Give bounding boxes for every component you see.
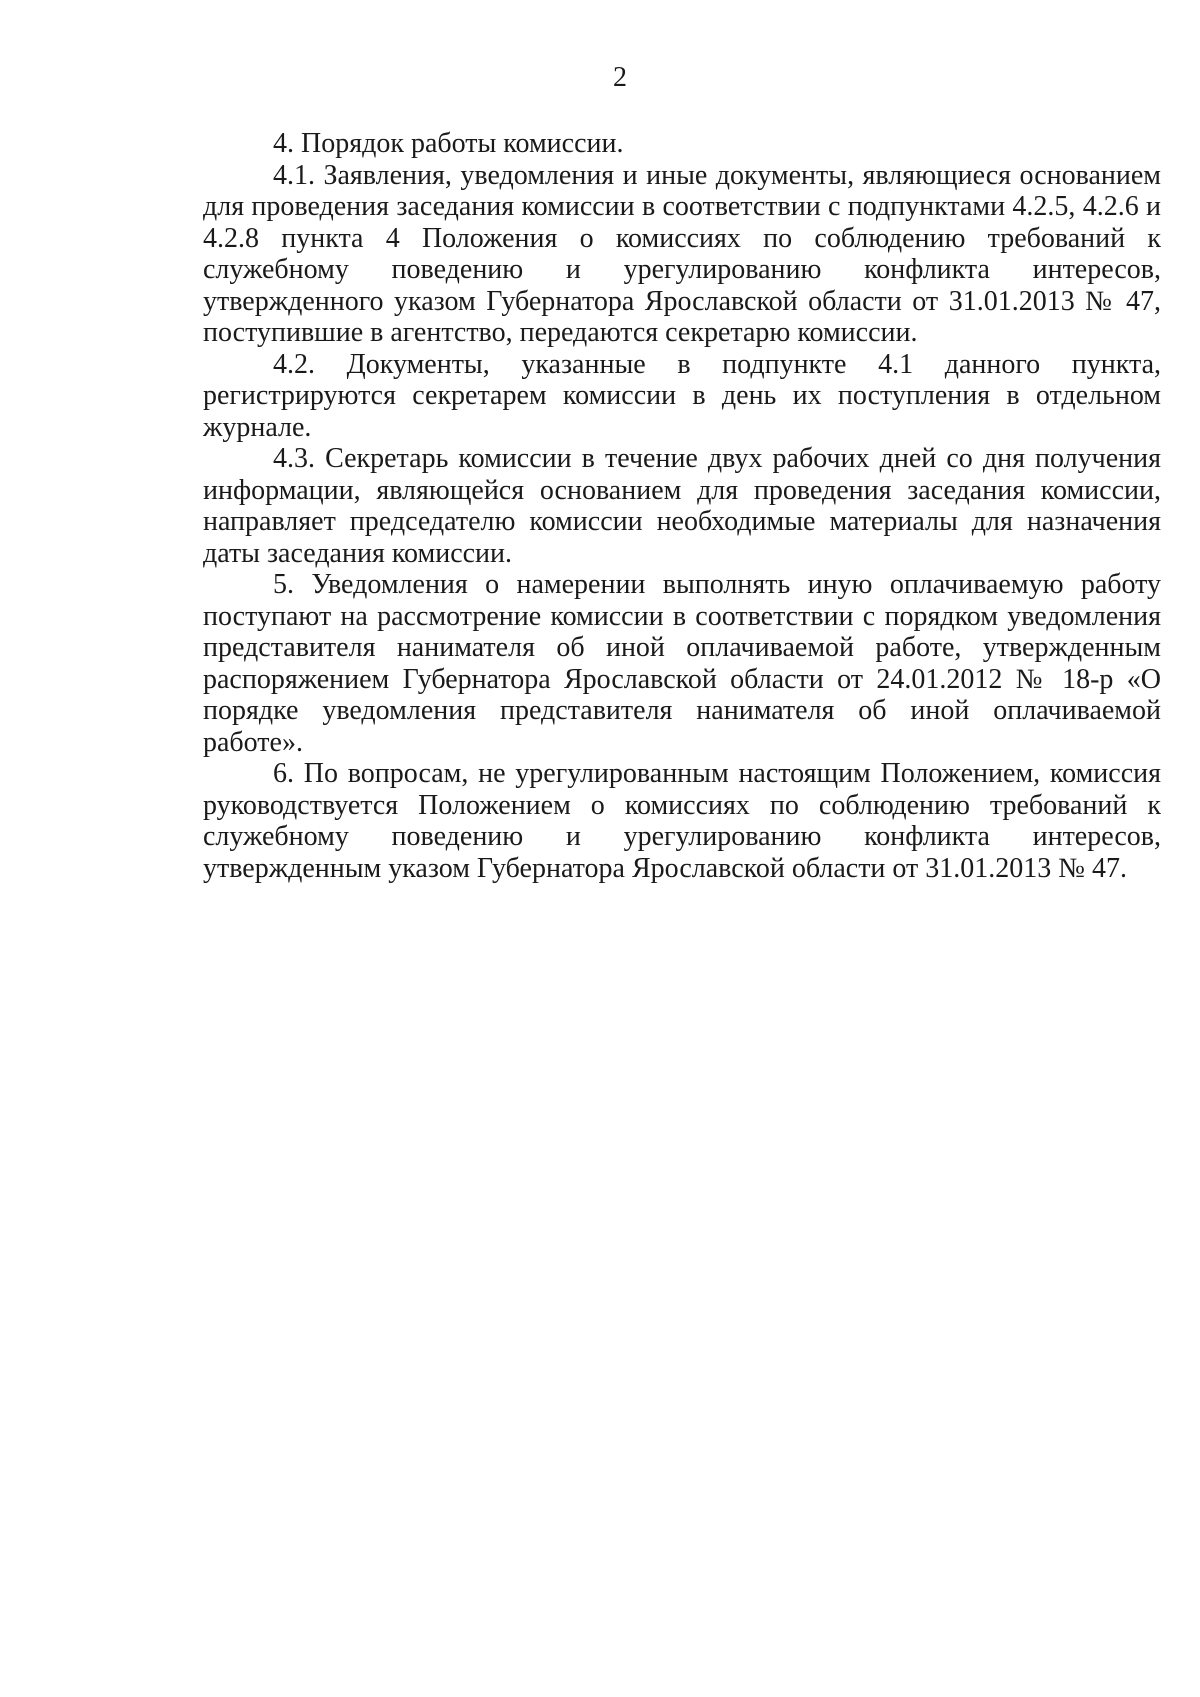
paragraph-6: 6. По вопросам, не урегулированным настоящим Положением, комиссия руководствуется Положением о комиссиях по соблюдению требований к служебному поведению и урегулированию конфликта интересов, утвержденным указом Губернатора Ярославской области от 31.01.2013 № 47. — [203, 758, 1161, 884]
document-body — [203, 128, 1161, 884]
paragraph-4-3: 4.3. Секретарь комиссии в течение двух рабочих дней со дня получения информации, являющейся основанием для проведения заседания комиссии, направляет председателю комиссии необходимые материалы для назначения даты заседания комиссии. — [203, 443, 1161, 569]
paragraph-4-2: 4.2. Документы, указанные в подпункте 4.1 данного пункта, регистрируются секретарем комиссии в день их поступления в отдельном журнале. — [203, 348, 1161, 443]
paragraph-4-1: 4.1. Заявления, уведомления и иные документы, являющиеся основанием для проведения заседания комиссии в соответствии с подпунктами 4.2.5, 4.2.6 и 4.2.8 пункта 4 Положения о комиссиях по соблюдению требований к служебному поведению и урегулированию конфликта интересов, утвержденного указом Губернатора Ярославской области от 31.01.2013 № 47, поступившие в агентство, передаются секретарю комиссии. — [203, 159, 1161, 348]
paragraph-5: 5. Уведомления о намерении выполнять иную оплачиваемую работу поступают на рассмотрение комиссии в соответствии с порядком уведомления представителя нанимателя об иной оплачиваемой работе, утвержденным распоряжением Губернатора Ярославской области от 24.01.2012 № 18-р «О порядке уведомления представителя нанимателя об иной оплачиваемой работе». — [203, 569, 1161, 758]
page-number: 2 — [613, 62, 627, 93]
section-heading-4: 4. Порядок работы комиссии. — [273, 128, 624, 159]
